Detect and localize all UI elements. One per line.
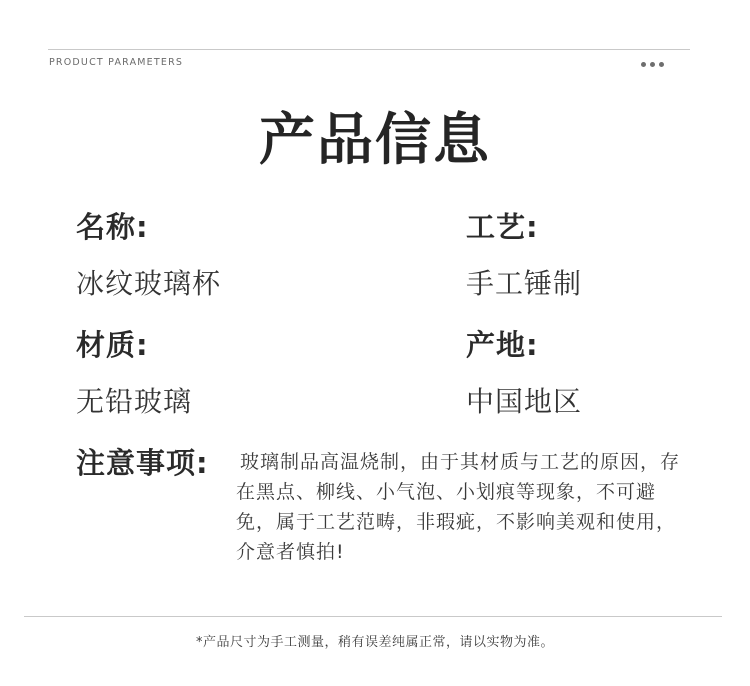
param-material xyxy=(76,323,192,420)
param-origin xyxy=(466,323,582,420)
param-value: 无铅玻璃 xyxy=(76,385,193,418)
page-title: 产品信息 xyxy=(259,108,491,173)
footnote: *产品尺寸为手工测量，稍有误差纯属正常，请以实物为准。 xyxy=(195,635,554,650)
bottom-divider xyxy=(24,616,722,617)
dot xyxy=(641,62,646,67)
dot xyxy=(659,62,664,67)
param-value: 冰纹玻璃杯 xyxy=(76,267,222,300)
param-name xyxy=(76,205,221,302)
param-label: 工艺: xyxy=(466,210,539,244)
dot xyxy=(650,62,655,67)
notice-text: 玻璃制品高温烧制，由于其材质与工艺的原因，存在黑点、柳线、小气泡、小划痕等现象，不可避免，属于工艺范畴，非瑕疵，不影响美观和使用，介意者慎拍! xyxy=(236,451,681,563)
section-eyebrow: PRODUCT PARAMETERS xyxy=(49,57,184,68)
param-label: 材质: xyxy=(76,328,149,362)
more-dots-icon xyxy=(641,62,664,67)
param-label: 名称: xyxy=(76,210,149,244)
param-value: 中国地区 xyxy=(466,385,583,418)
param-label: 产地: xyxy=(466,328,539,362)
param-value: 手工锤制 xyxy=(466,267,583,300)
param-craft xyxy=(466,205,582,302)
top-divider xyxy=(48,49,690,50)
notice-label: 注意事项: xyxy=(76,446,209,480)
